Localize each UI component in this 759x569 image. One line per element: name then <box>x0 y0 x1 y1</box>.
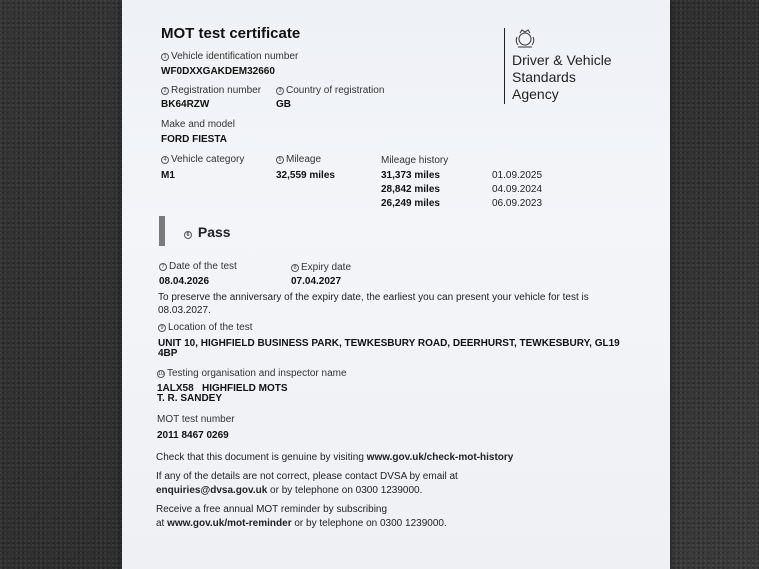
mileage-history-date: 04.09.2024 <box>492 184 543 195</box>
field-number-icon: 1 <box>161 53 169 61</box>
registration-value: BK64RZW <box>161 99 210 110</box>
test-date-value: 08.04.2026 <box>159 276 210 287</box>
field-number-icon: 6 <box>184 231 192 239</box>
mot-certificate-paper <box>122 0 670 569</box>
agency-name-line1: Driver & Vehicle <box>512 52 612 68</box>
test-date-label: 7 Date of the test <box>159 261 237 272</box>
location-label: 9 Location of the test <box>158 322 253 333</box>
mileage-history-miles: 26,249 miles <box>381 198 440 209</box>
country-label: 3 Country of registration <box>276 85 384 96</box>
field-number-icon: 4 <box>161 156 169 164</box>
field-number-icon: 5 <box>276 156 284 164</box>
category-value: M1 <box>161 170 175 181</box>
location-line1: UNIT 10, HIGHFIELD BUSINESS PARK, TEWKESBURY ROAD, DEERHURST, TEWKESBURY, GL19 <box>158 338 620 349</box>
agency-name-line2: Standards <box>512 69 576 85</box>
contact-text-line2: enquiries@dvsa.gov.uk or by telephone on 0300 1239000. <box>156 485 423 496</box>
test-number-label: MOT test number <box>157 414 235 425</box>
result-bar <box>159 216 165 246</box>
location-line2: 4BP <box>158 348 178 359</box>
registration-label: 2 Registration number <box>161 85 261 96</box>
make-model-label: Make and model <box>161 119 235 130</box>
category-label: 4 Vehicle category <box>161 154 244 165</box>
anniversary-note-line1: To preserve the anniversary of the expiry date, the earliest you can present your vehicle for test is <box>158 292 589 303</box>
dvsa-email-link[interactable]: enquiries@dvsa.gov.uk <box>156 485 268 496</box>
field-number-icon: 3 <box>276 87 284 95</box>
reminder-text-line1: Receive a free annual MOT reminder by subscribing <box>156 504 388 515</box>
royal-crest-icon <box>512 27 538 49</box>
mileage-history-miles: 28,842 miles <box>381 184 440 195</box>
mileage-history-date: 06.09.2023 <box>492 198 543 209</box>
inspector-name: T. R. SANDEY <box>157 393 223 404</box>
reminder-text-line2: at www.gov.uk/mot-reminder or by telephone on 0300 1239000. <box>156 518 447 529</box>
certificate-title: MOT test certificate <box>161 25 301 42</box>
test-number-value: 2011 8467 0269 <box>157 430 229 441</box>
field-number-icon: 10 <box>158 371 165 377</box>
mot-reminder-link[interactable]: www.gov.uk/mot-reminder <box>167 518 292 529</box>
result-status: 6 Pass <box>184 224 231 240</box>
vin-label: 1 Vehicle identification number <box>161 51 298 62</box>
country-value: GB <box>276 99 291 110</box>
expiry-date-label: 8 Expiry date <box>291 262 351 273</box>
mileage-history-date: 01.09.2025 <box>492 170 543 181</box>
genuine-check-text: Check that this document is genuine by visiting www.gov.uk/check-mot-history <box>156 452 514 463</box>
agency-divider <box>504 28 505 104</box>
field-number-icon: 2 <box>161 87 169 95</box>
mileage-label: 5 Mileage <box>276 154 321 165</box>
testing-org-line1: 1ALX58 HIGHFIELD MOTS <box>157 383 288 394</box>
expiry-date-value: 07.04.2027 <box>291 276 342 287</box>
vin-value: WF0DXXGAKDEM32660 <box>161 66 275 77</box>
field-number-icon: 7 <box>159 263 167 271</box>
field-number-icon: 8 <box>291 264 299 272</box>
check-mot-history-link[interactable]: www.gov.uk/check-mot-history <box>366 452 514 463</box>
mileage-value: 32,559 miles <box>276 170 335 181</box>
contact-text-line1: If any of the details are not correct, please contact DVSA by email at <box>156 471 458 482</box>
mileage-history-miles: 31,373 miles <box>381 170 440 181</box>
make-model-value: FORD FIESTA <box>161 134 227 145</box>
anniversary-note-line2: 08.03.2027. <box>158 305 211 316</box>
testing-org-label: 10 Testing organisation and inspector name <box>158 368 347 379</box>
agency-name-line3: Agency <box>512 86 559 102</box>
field-number-icon: 9 <box>158 324 166 332</box>
mileage-history-label: Mileage history <box>381 155 449 166</box>
